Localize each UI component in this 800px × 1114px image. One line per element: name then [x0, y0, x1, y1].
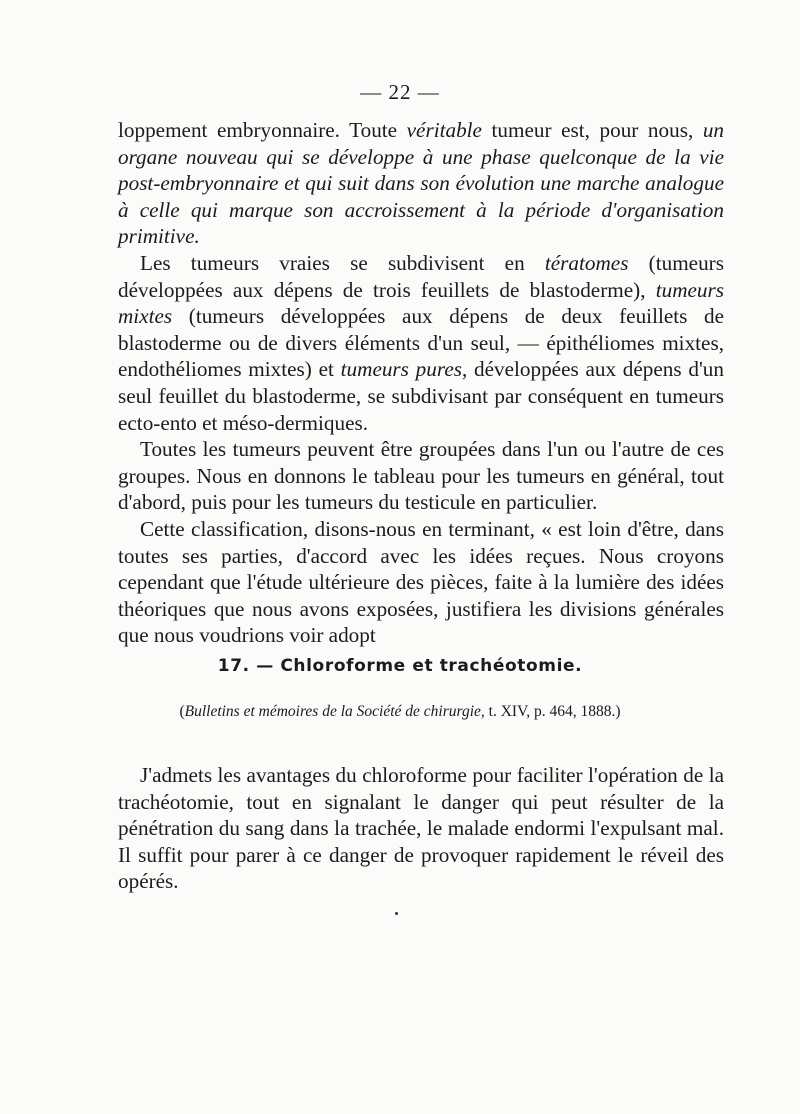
- emphasis-text: tumeurs pures: [340, 357, 462, 382]
- emphasis-text: un organe nouveau qui se développe à une phase quelconque de la vie post-embryonnaire et qui suit dans son évolution une marche analogue à celle qui marque son accroissement à la période d'organisation primitive.: [118, 118, 724, 249]
- body-text-bottom: [118, 762, 724, 895]
- paragraph-text: J'admets les avantages du chloroforme pour faciliter l'opération de la trachéotomie, tout en signalant le danger qui peut résulter de la pénétration du sang dans la trachée, le malade endormi l'expulsant mal. Il suffit pour parer à ce danger de provoquer rapidement le réveil des opérés.: [118, 763, 724, 894]
- bottom-paragraph: [118, 762, 724, 895]
- emphasis-text: tératomes: [544, 250, 629, 275]
- page-number: — 22 —: [360, 80, 440, 104]
- citation-source: Bulletins et mémoires de la Société de chirurgie,: [184, 703, 485, 720]
- emphasis-text: tumeurs mixtes: [118, 277, 724, 329]
- paragraph-text: tumeur est, pour nous,: [481, 118, 703, 142]
- paragraph-text: loppement embryonnaire. Toute: [118, 118, 407, 142]
- section-citation: [0, 703, 800, 721]
- top-paragraph: [118, 436, 724, 516]
- ink-speck: [395, 912, 398, 915]
- emphasis-text: véritable: [406, 118, 482, 142]
- top-paragraph: [118, 516, 724, 649]
- top-paragraph: [118, 250, 724, 436]
- paragraph-text: Cette classification, disons-nous en terminant, « est loin d'être, dans toutes ses parties, d'accord avec les idées reçues. Nous croyons cependant que l'étude ultérieure des pièces, faite à la lumière des idées théoriques que nous avons exposées, justifiera les divisions générales que nous voudrions voir adopt: [118, 516, 724, 648]
- body-text-top: [118, 117, 724, 649]
- paragraph-text: Les tumeurs vraies se subdivisent en: [140, 250, 545, 275]
- paragraph-text: , développées aux dépens d'un seul feuillet du blastoderme, se subdivisant par conséquent en tumeurs ecto-ento et méso-dermiques.: [118, 357, 724, 435]
- top-paragraph: [118, 117, 724, 250]
- citation-open: (: [179, 703, 185, 720]
- paragraph-text: (tumeurs développées aux dépens de trois feuillets de blastoderme),: [118, 250, 724, 302]
- paragraph-text: Toutes les tumeurs peuvent être groupées dans l'un ou l'autre de ces groupes. Nous en donnons le tableau pour les tumeurs en général, tout d'abord, puis pour les tumeurs du testicule en particulier.: [118, 437, 724, 515]
- citation-details: t. XIV, p. 464, 1888.): [484, 703, 621, 720]
- paragraph-text: (tumeurs développées aux dépens de deux feuillets de blastoderme ou de divers éléments d'un seul, — épithéliomes mixtes, endothéliomes mixtes) et: [118, 304, 724, 382]
- section-heading: 17. — Chloroforme et trachéotomie.: [217, 656, 583, 676]
